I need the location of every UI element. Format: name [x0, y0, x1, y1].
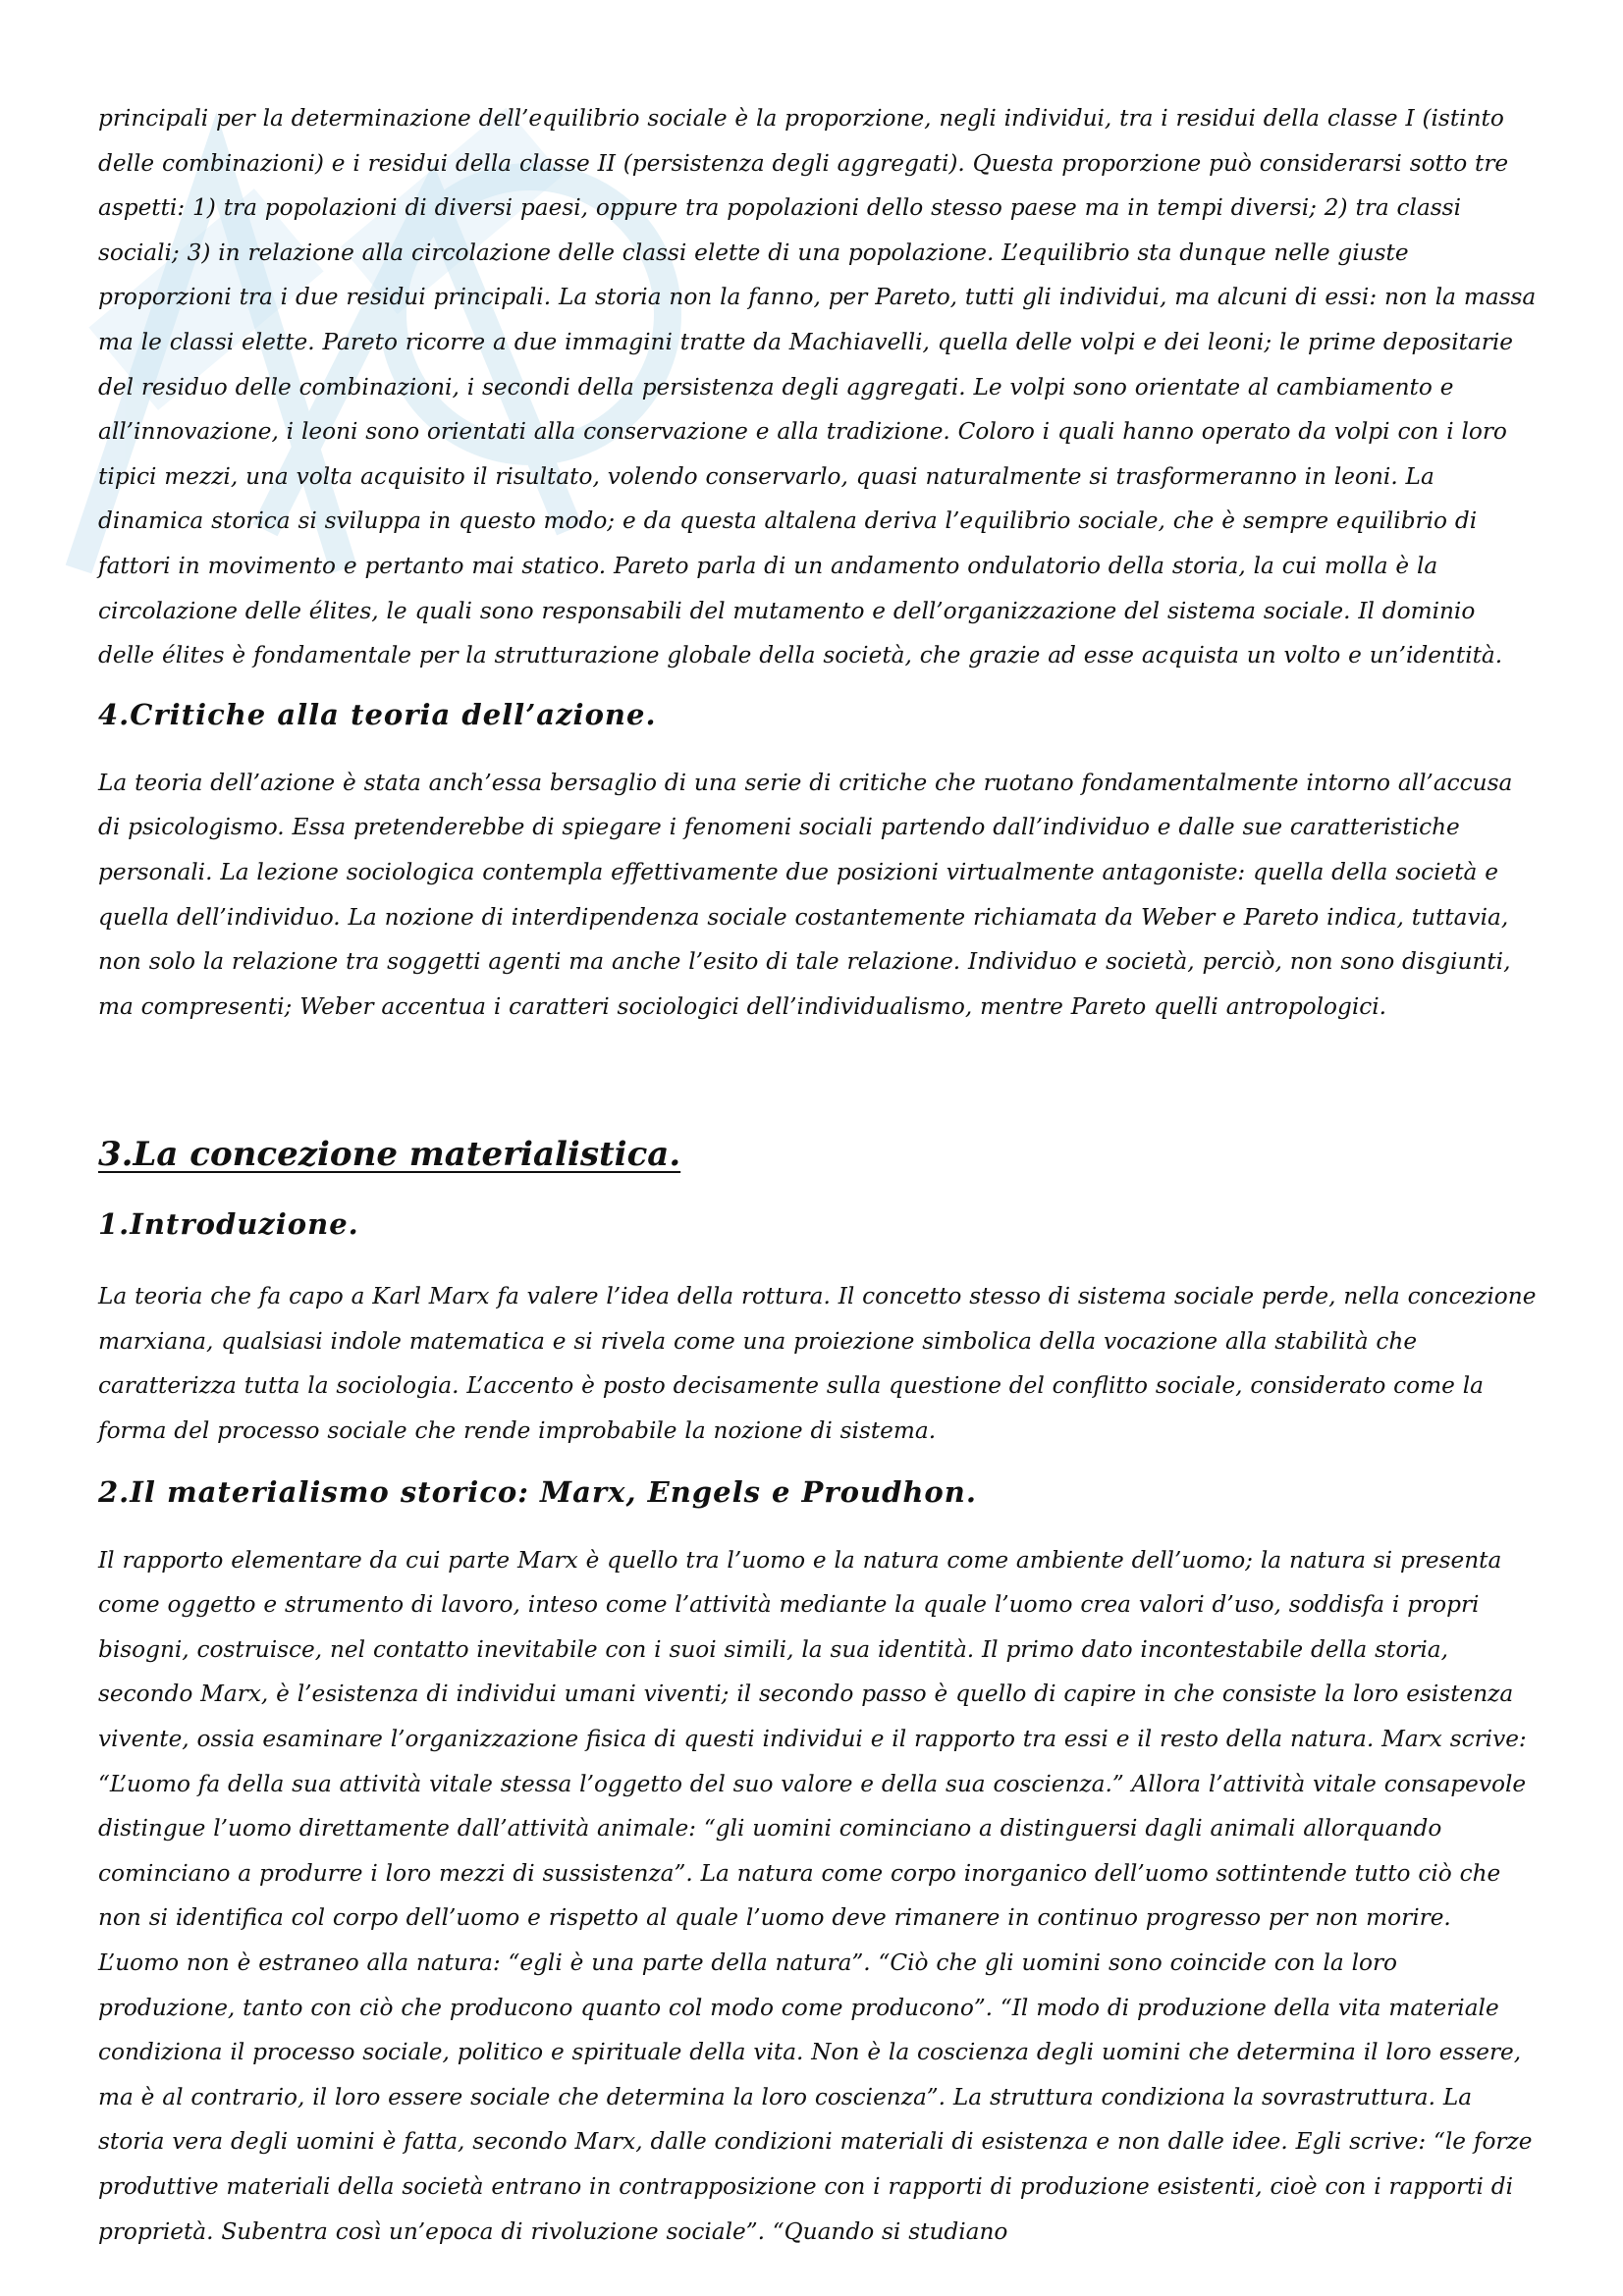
document-content	[98, 96, 1537, 2254]
paragraph-pareto-equilibrium: principali per la determinazione dell’equilibrio sociale è la proporzione, negli individui, tra i residui della classe I (istinto delle combinazioni) e i residui della classe II (persistenza degli aggregati). Questa proporzione può considerarsi sotto tre aspetti: 1) tra popolazioni di diversi paesi, oppure tra popolazioni dello stesso paese ma in tempi diversi; 2) tra classi sociali; 3) in relazione alla circolazione delle classi elette di una popolazione. L’equilibrio sta dunque nelle giuste proporzioni tra i due residui principali. La storia non la fanno, per Pareto, tutti gli individui, ma alcuni di essi: non la massa ma le classi elette. Pareto ricorre a due immagini tratte da Machiavelli, quella delle volpi e dei leoni; le prime depositarie del residuo delle combinazioni, i secondi della persistenza degli aggregati. Le volpi sono orientate al cambiamento e all’innovazione, i leoni sono orientati alla conservazione e alla tradizione. Coloro i quali hanno operato da volpi con i loro tipici mezzi, una volta acquisito il risultato, volendo conservarlo, quasi naturalmente si trasformeranno in leoni. La dinamica storica si sviluppa in questo modo; e da questa altalena deriva l’equilibrio sociale, che è sempre equilibrio di fattori in movimento e pertanto mai statico. Pareto parla di un andamento ondulatorio della storia, la cui molla è la circolazione delle élites, le quali sono responsabili del mutamento e dell’organizzazione del sistema sociale. Il dominio delle élites è fondamentale per la strutturazione globale della società, che grazie ad esse acquista un volto e un’identità.	[98, 105, 1537, 669]
paragraph-introduzione: La teoria che fa capo a Karl Marx fa valere l’idea della rottura. Il concetto stesso di sistema sociale perde, nella concezione marxiana, qualsiasi indole matematica e si rivela come una proiezione simbolica della vocazione alla stabilità che caratterizza tutta la sociologia. L’accento è posto decisamente sulla questione del conflitto sociale, considerato come la forma del processo sociale che rende improbabile la nozione di sistema.	[98, 1283, 1537, 1445]
paragraph-critiche: La teoria dell’azione è stata anch’essa bersaglio di una serie di critiche che ruotano fondamentalmente intorno all’accusa di psicologismo. Essa pretenderebbe di spiegare i fenomeni sociali partendo dall’individuo e dalle sue caratteristiche personali. La lezione sociologica contempla effettivamente due posizioni virtualmente antagoniste: quella della società e quella dell’individuo. La nozione di interdipendenza sociale costantemente richiamata da Weber e Pareto indica, tuttavia, non solo la relazione tra soggetti agenti ma anche l’esito di tale relazione. Individuo e società, perciò, non sono disgiunti, ma compresenti; Weber accentua i caratteri sociologici dell’individualismo, mentre Pareto quelli antropologici.	[98, 769, 1513, 1020]
section-heading-materialismo-storico: 2.Il materialismo storico: Marx, Engels e Proudhon.	[98, 1474, 977, 1509]
section-heading-critiche: 4.Critiche alla teoria dell’azione.	[98, 697, 657, 731]
section-heading-introduzione: 1.Introduzione.	[98, 1207, 359, 1242]
paragraph-materialismo-storico: Il rapporto elementare da cui parte Marx è quello tra l’uomo e la natura come ambiente dell’uomo; la natura si presenta come oggetto e strumento di lavoro, inteso come l’attività mediante la quale l’uomo crea valori d’uso, soddisfa i propri bisogni, costruisce, nel contatto inevitabile con i suoi simili, la sua identità. Il primo dato incontestabile della storia, secondo Marx, è l’esistenza di individui umani viventi; il secondo passo è quello di capire in che consiste la loro esistenza vivente, ossia esaminare l’organizzazione fisica di questi individui e il rapporto tra essi e il resto della natura. Marx scrive: “L’uomo fa della sua attività vitale stessa l’oggetto del suo valore e della sua coscienza.” Allora l’attività vitale consapevole distingue l’uomo direttamente dall’attività animale: “gli uomini cominciano a distinguersi dagli animali allorquando cominciano a produrre i loro mezzi di sussistenza”. La natura come corpo inorganico dell’uomo sottintende tutto ciò che non si identifica col corpo dell’uomo e rispetto al quale l’uomo deve rimanere in continuo progresso per non morire. L’uomo non è estraneo alla natura: “egli è una parte della natura”. “Ciò che gli uomini sono coincide con la loro produzione, tanto con ciò che producono quanto col modo come producono”. “Il modo di produzione della vita materiale condiziona il processo sociale, politico e spirituale della vita. Non è la coscienza degli uomini che determina il loro essere, ma è al contrario, il loro essere sociale che determina la loro coscienza”. La struttura condiziona la sovrastruttura. La storia vera degli uomini è fatta, secondo Marx, dalle condizioni materiali di esistenza e non dalle idee. Egli scrive: “le forze produttive materiali della società entrano in contrapposizione con i rapporti di produzione esistenti, cioè con i rapporti di proprietà. Subentra così un’epoca di rivoluzione sociale”. “Quando si studiano	[98, 1546, 1533, 2245]
chapter-heading-concezione-materialistica: 3.La concezione materialistica.	[98, 1135, 681, 1175]
